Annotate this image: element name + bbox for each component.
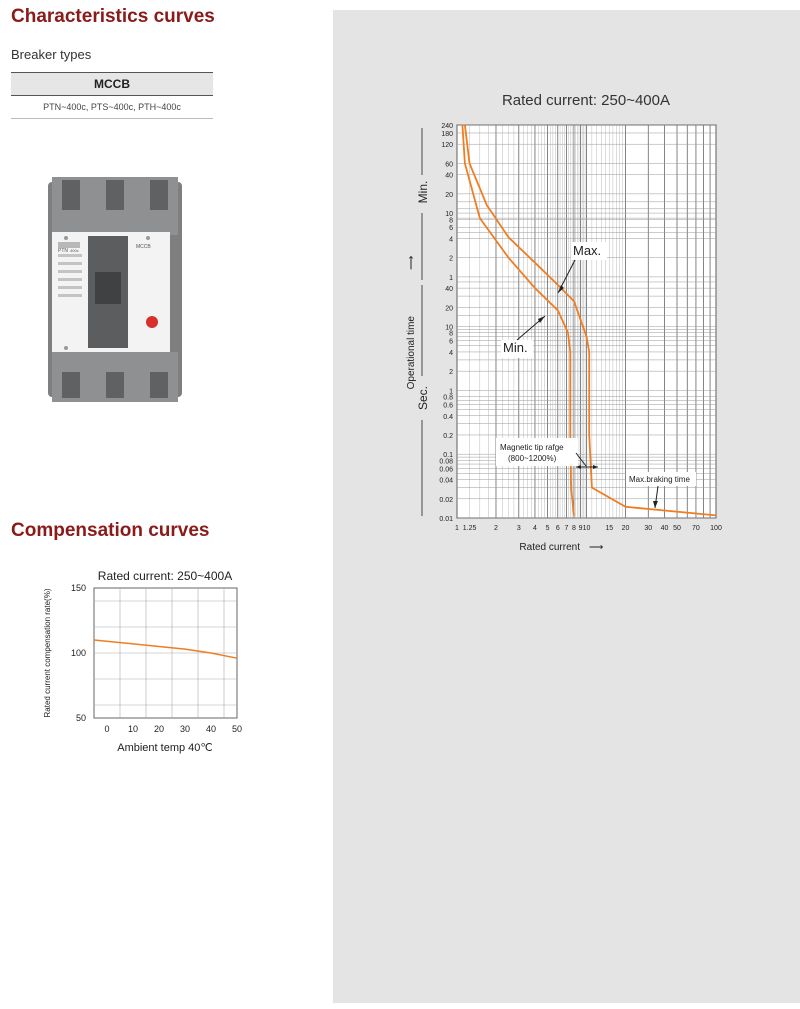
comp-x-label: Ambient temp 40℃ bbox=[117, 742, 213, 754]
char-x-label: Rated current bbox=[519, 542, 580, 553]
magnetic-label-line2: (800~1200%) bbox=[508, 454, 557, 463]
compensation-chart bbox=[0, 560, 300, 760]
char-y-arrow: ⟶ bbox=[406, 255, 417, 270]
breaker-types-label: Breaker types bbox=[11, 47, 92, 62]
char-x-tick: 5 bbox=[545, 525, 550, 532]
characteristics-chart bbox=[333, 80, 800, 560]
char-x-tick: 8 bbox=[571, 525, 576, 532]
comp-y-tick: 50 bbox=[75, 713, 86, 723]
char-x-arrow: ⟶ bbox=[589, 542, 604, 553]
char-y-tick-sec: 2 bbox=[449, 369, 453, 377]
char-x-tick: 9 bbox=[578, 525, 583, 532]
char-y-tick-sec: 0.08 bbox=[439, 458, 453, 466]
char-y-tick-sec: 0.02 bbox=[439, 496, 453, 504]
comp-x-tick: 10 bbox=[127, 724, 139, 734]
char-x-tick: 3 bbox=[516, 525, 521, 532]
char-y-tick-sec: 0.01 bbox=[439, 516, 453, 523]
terminal-slot-5 bbox=[106, 372, 124, 398]
char-y-tick-sec: 4 bbox=[449, 349, 453, 357]
char-x-tick: 1.25 bbox=[462, 525, 477, 532]
char-y-tick-sec: 0.6 bbox=[443, 402, 453, 410]
test-button bbox=[146, 316, 158, 328]
terminal-slot-1 bbox=[62, 180, 80, 210]
product-mccb-text: MCCB bbox=[136, 244, 151, 250]
sec-section-label: Sec. bbox=[416, 385, 430, 411]
char-y-label: Operational time bbox=[406, 316, 417, 390]
terminal-slot-3 bbox=[150, 180, 168, 210]
screw bbox=[146, 236, 150, 240]
char-y-tick-sec: 20 bbox=[445, 305, 453, 313]
char-x-tick: 4 bbox=[533, 525, 537, 532]
comp-y-label: Rated current compensation rate(%) bbox=[43, 588, 52, 718]
spec-line bbox=[58, 270, 82, 273]
char-y-tick-min: 240 bbox=[441, 123, 453, 130]
product-model-text: 400c bbox=[70, 248, 79, 253]
breaker-product-image bbox=[40, 172, 190, 412]
comp-y-tick: 100 bbox=[70, 648, 86, 658]
char-x-tick: 15 bbox=[605, 525, 614, 532]
screw bbox=[64, 236, 68, 240]
char-x-tick: 2 bbox=[494, 525, 498, 532]
char-y-tick-sec: 0.1 bbox=[443, 452, 453, 460]
char-y-tick-min: 180 bbox=[441, 130, 453, 138]
char-chart-title: Rated current: 250~400A bbox=[501, 92, 671, 109]
char-y-tick-sec: 0.4 bbox=[443, 413, 453, 421]
char-y-tick-min: 20 bbox=[445, 191, 453, 199]
comp-x-tick: 20 bbox=[153, 724, 165, 734]
char-y-tick-sec: 8 bbox=[449, 330, 453, 338]
compensation-title: Compensation curves bbox=[11, 520, 210, 541]
char-x-tick: 7 bbox=[564, 525, 569, 532]
char-y-tick-sec: 0.8 bbox=[443, 394, 453, 402]
comp-x-tick: 0 bbox=[104, 724, 110, 734]
char-y-tick-min: 120 bbox=[441, 142, 453, 150]
terminal-slot-2 bbox=[106, 180, 124, 210]
comp-y-tick: 150 bbox=[70, 583, 86, 593]
breaker-table bbox=[11, 72, 213, 119]
char-y-tick-min: 8 bbox=[449, 217, 453, 225]
char-y-tick-min: 6 bbox=[449, 225, 453, 233]
terminal-slot-6 bbox=[150, 372, 168, 398]
char-x-tick: 10 bbox=[582, 525, 591, 532]
char-y-tick-sec: 0.2 bbox=[443, 432, 453, 440]
comp-chart-title: Rated current: 250~400A bbox=[97, 569, 233, 583]
char-x-tick: 50 bbox=[673, 525, 681, 532]
breaker-handle bbox=[95, 272, 121, 304]
char-y-tick-sec: 6 bbox=[449, 338, 453, 346]
spec-line bbox=[58, 294, 82, 297]
comp-x-tick: 30 bbox=[179, 724, 191, 734]
max-label: Max. bbox=[573, 243, 602, 258]
char-y-tick-min: 4 bbox=[449, 236, 453, 244]
char-y-tick-sec: 40 bbox=[445, 286, 453, 294]
char-x-tick: 40 bbox=[660, 525, 669, 532]
spec-line bbox=[58, 262, 82, 265]
page-title: Characteristics curves bbox=[11, 6, 215, 27]
product-brand-text: PTN bbox=[58, 248, 68, 254]
braking-label: Max.braking time bbox=[629, 475, 690, 484]
char-y-tick-sec: 10 bbox=[445, 324, 453, 332]
char-y-tick-min: 1 bbox=[449, 274, 453, 282]
char-y-tick-min: 10 bbox=[445, 211, 453, 219]
terminal-slot-4 bbox=[62, 372, 80, 398]
comp-x-tick: 40 bbox=[205, 724, 217, 734]
magnetic-label-line1: Magnetic tip rafge bbox=[500, 443, 564, 452]
char-y-tick-sec: 0.04 bbox=[439, 477, 453, 485]
comp-x-tick: 50 bbox=[231, 724, 243, 734]
spec-line bbox=[58, 286, 82, 289]
char-y-tick-sec: 0.06 bbox=[439, 466, 453, 474]
breaker-table-head: MCCB bbox=[11, 72, 213, 96]
char-x-tick: 100 bbox=[710, 525, 722, 532]
spec-line bbox=[58, 278, 82, 281]
char-x-tick: 6 bbox=[555, 525, 560, 532]
char-x-tick: 1 bbox=[455, 525, 459, 532]
char-y-tick-min: 2 bbox=[449, 255, 453, 263]
char-x-tick: 20 bbox=[621, 525, 630, 532]
char-grid bbox=[457, 125, 716, 518]
spec-line bbox=[58, 254, 82, 257]
breaker-table-row: PTN~400c, PTS~400c, PTH~400c bbox=[11, 96, 213, 119]
min-section-label: Min. bbox=[416, 180, 430, 204]
min-label: Min. bbox=[503, 340, 528, 355]
char-x-tick: 30 bbox=[644, 525, 653, 532]
char-x-tick: 70 bbox=[692, 525, 700, 532]
char-y-tick-min: 60 bbox=[445, 161, 453, 169]
screw bbox=[64, 346, 68, 350]
char-y-tick-sec: 1 bbox=[449, 388, 453, 396]
char-y-tick-min: 40 bbox=[445, 172, 453, 180]
